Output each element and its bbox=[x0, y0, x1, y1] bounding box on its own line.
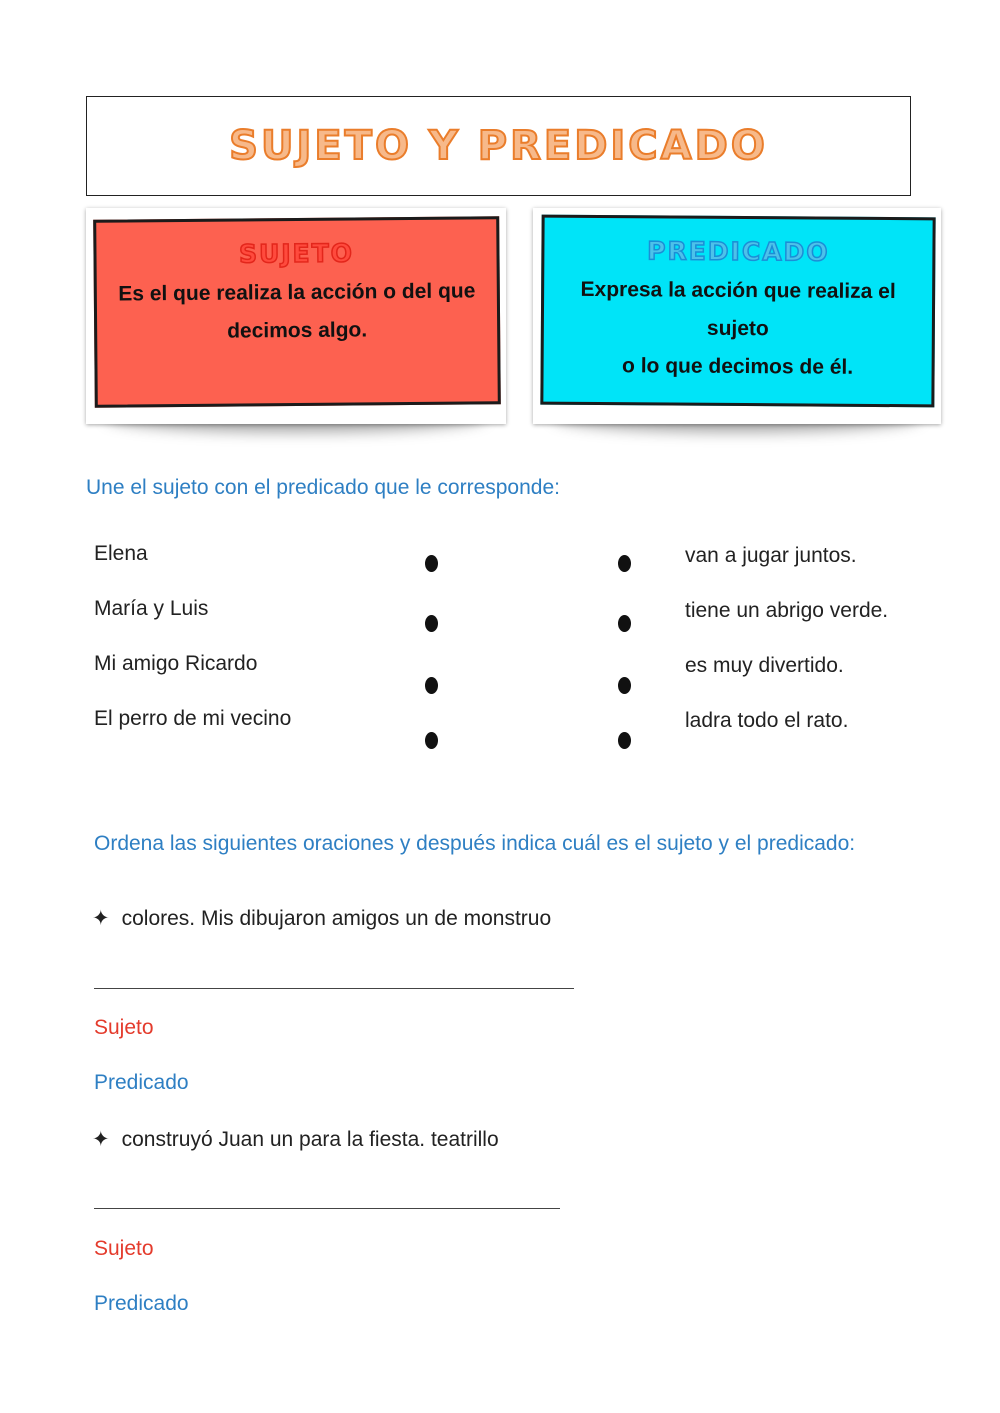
page-title: SUJETO Y PREDICADO bbox=[229, 123, 768, 169]
predicado-card-title: PREDICADO bbox=[647, 236, 830, 267]
answer-line[interactable] bbox=[94, 1208, 560, 1209]
scrambled-sentence-text: construyó Juan un para la fiesta. teatrillo bbox=[121, 1128, 499, 1151]
subject-item[interactable]: El perro de mi vecino bbox=[94, 707, 292, 730]
predicate-connector-dot[interactable] bbox=[618, 677, 631, 694]
predicate-item[interactable]: es muy divertido. bbox=[685, 654, 844, 677]
star-bullet-icon: ✦ bbox=[92, 1128, 110, 1151]
predicate-item[interactable]: tiene un abrigo verde. bbox=[685, 599, 889, 622]
predicate-item[interactable]: van a jugar juntos. bbox=[685, 544, 857, 567]
subject-item[interactable]: Elena bbox=[94, 542, 148, 565]
predicate-item[interactable]: ladra todo el rato. bbox=[685, 709, 849, 732]
scrambled-sentence bbox=[92, 906, 551, 931]
predicado-definition-line-1: Expresa la acción que realiza el sujeto bbox=[580, 277, 896, 341]
sujeto-answer-label: Sujeto bbox=[94, 1016, 154, 1039]
answer-line[interactable] bbox=[94, 988, 574, 989]
sujeto-card bbox=[86, 208, 506, 424]
predicate-connector-dot[interactable] bbox=[618, 615, 631, 632]
sujeto-definition-line-1: Es el que realiza la acción o del que bbox=[118, 279, 476, 306]
subject-connector-dot[interactable] bbox=[425, 555, 438, 572]
predicado-card-definition bbox=[543, 271, 932, 388]
exercise1-instruction: Une el sujeto con el predicado que le corresponde: bbox=[86, 476, 560, 499]
sujeto-card-body bbox=[93, 216, 501, 408]
subject-item[interactable]: María y Luis bbox=[94, 597, 209, 620]
sujeto-card-title: SUJETO bbox=[238, 238, 355, 269]
scrambled-sentence bbox=[92, 1127, 499, 1152]
subject-connector-dot[interactable] bbox=[425, 732, 438, 749]
predicado-card bbox=[533, 208, 941, 424]
sujeto-definition-line-2: decimos algo. bbox=[227, 318, 368, 343]
scrambled-sentence-text: colores. Mis dibujaron amigos un de monstruo bbox=[121, 907, 552, 930]
title-box bbox=[86, 96, 911, 196]
star-bullet-icon: ✦ bbox=[92, 907, 110, 930]
predicado-answer-label: Predicado bbox=[94, 1071, 189, 1094]
subject-connector-dot[interactable] bbox=[425, 677, 438, 694]
predicado-definition-line-2: o lo que decimos de él. bbox=[622, 354, 854, 379]
exercise2-instruction: Ordena las siguientes oraciones y después indica cuál es el sujeto y el predicado: bbox=[94, 832, 856, 855]
subject-connector-dot[interactable] bbox=[425, 615, 438, 632]
subject-item[interactable]: Mi amigo Ricardo bbox=[94, 652, 258, 675]
predicado-answer-label: Predicado bbox=[94, 1292, 189, 1315]
predicado-card-body bbox=[540, 215, 935, 408]
sujeto-answer-label: Sujeto bbox=[94, 1237, 154, 1260]
predicate-connector-dot[interactable] bbox=[618, 555, 631, 572]
predicate-connector-dot[interactable] bbox=[618, 732, 631, 749]
sujeto-card-definition bbox=[110, 272, 484, 351]
